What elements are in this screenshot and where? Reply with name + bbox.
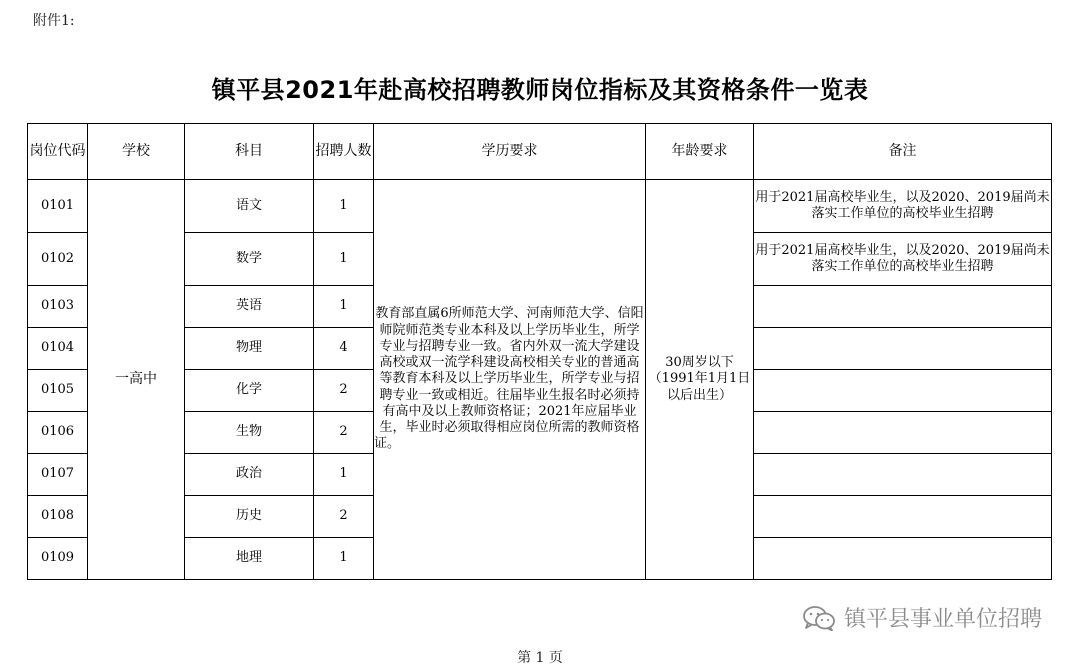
table-row xyxy=(28,180,1052,233)
header-code: 岗位代码 xyxy=(28,124,88,180)
row-remark xyxy=(754,454,1052,496)
page-title: 镇平县2021年赴高校招聘教师岗位指标及其资格条件一览表 xyxy=(211,76,869,104)
row-code: 0102 xyxy=(28,233,88,286)
row-code: 0101 xyxy=(28,180,88,233)
row-code: 0109 xyxy=(28,538,88,580)
row-subject: 历史 xyxy=(185,496,314,538)
table-header-row xyxy=(28,124,1052,180)
row-subject: 政治 xyxy=(185,454,314,496)
header-education: 学历要求 xyxy=(374,124,646,180)
row-count: 1 xyxy=(314,233,374,286)
wechat-icon xyxy=(802,605,836,631)
row-code: 0104 xyxy=(28,328,88,370)
row-code: 0107 xyxy=(28,454,88,496)
header-remark: 备注 xyxy=(754,124,1052,180)
row-code: 0105 xyxy=(28,370,88,412)
row-remark: 用于2021届高校毕业生，以及2020、2019届尚未落实工作单位的高校毕业生招聘 xyxy=(754,180,1052,233)
watermark-text: 镇平县事业单位招聘 xyxy=(843,607,1042,632)
row-subject: 语文 xyxy=(185,180,314,233)
row-remark: 用于2021届高校毕业生，以及2020、2019届尚未落实工作单位的高校毕业生招聘 xyxy=(754,233,1052,286)
row-remark xyxy=(754,412,1052,454)
row-count: 2 xyxy=(314,412,374,454)
attachment-label: 附件1: xyxy=(33,13,75,29)
header-age: 年龄要求 xyxy=(646,124,754,180)
header-school: 学校 xyxy=(88,124,185,180)
row-subject: 物理 xyxy=(185,328,314,370)
row-subject: 生物 xyxy=(185,412,314,454)
recruitment-table xyxy=(27,123,1052,580)
row-subject: 化学 xyxy=(185,370,314,412)
row-code: 0106 xyxy=(28,412,88,454)
row-count: 1 xyxy=(314,538,374,580)
row-count: 1 xyxy=(314,180,374,233)
row-count: 4 xyxy=(314,328,374,370)
row-remark xyxy=(754,370,1052,412)
age-requirement-cell: 30周岁以下（1991年1月1日以后出生） xyxy=(646,180,754,580)
education-requirement-cell: 教育部直属6所师范大学、河南师范大学、信阳师院师范类专业本科及以上学历毕业生，所学专业与招聘专业一致。省内外双一流大学建设高校或双一流学科建设高校相关专业的普通高等教育本科及以上学历毕业生，所学专业与招聘专业一致或相近。往届毕业生报名时必须持有高中及以上教师资格证；2021年应届毕业生，毕业时必须取得相应岗位所需的教师资格证。 xyxy=(374,180,646,580)
row-count: 1 xyxy=(314,454,374,496)
watermark xyxy=(802,602,1042,633)
row-subject: 地理 xyxy=(185,538,314,580)
school-cell: 一高中 xyxy=(88,180,185,580)
row-remark xyxy=(754,538,1052,580)
row-code: 0108 xyxy=(28,496,88,538)
header-subject: 科目 xyxy=(185,124,314,180)
row-remark xyxy=(754,328,1052,370)
row-remark xyxy=(754,286,1052,328)
row-subject: 英语 xyxy=(185,286,314,328)
row-subject: 数学 xyxy=(185,233,314,286)
page-number: 第 1 页 xyxy=(517,650,563,666)
header-count: 招聘人数 xyxy=(314,124,374,180)
row-count: 2 xyxy=(314,370,374,412)
row-count: 2 xyxy=(314,496,374,538)
row-remark xyxy=(754,496,1052,538)
row-count: 1 xyxy=(314,286,374,328)
row-code: 0103 xyxy=(28,286,88,328)
